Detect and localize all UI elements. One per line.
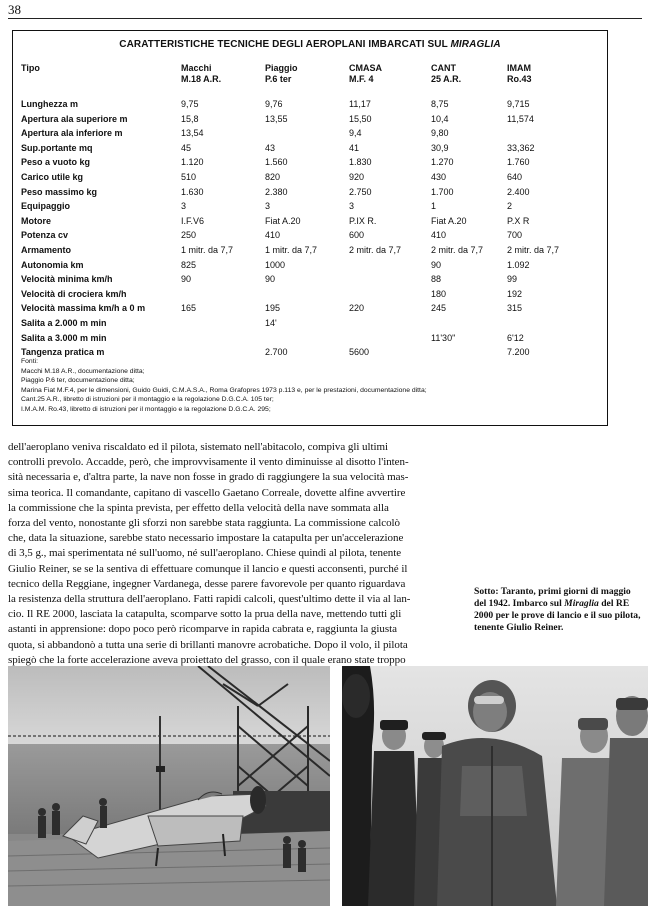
article-body-text	[8, 440, 460, 668]
table-cell: 3	[265, 201, 271, 212]
table-cell: 11'30"	[431, 332, 456, 343]
table-cell: 6'12	[507, 332, 524, 343]
body-text-line: sità necessaria e, d'altra parte, la nave non fosse in grado di raggiungere la sua velocità mas-	[8, 471, 409, 484]
table-cell: 2 mitr. da 7,7	[431, 245, 484, 255]
body-text-line: Giulio Reiner, se se la sentiva di effettuare comunque il lancio e questi acconsentì, purché il	[8, 562, 408, 575]
table-cell: P.IX R.	[349, 215, 377, 226]
table-cell: 11,17	[349, 99, 371, 109]
photo-aircraft-on-deck	[8, 666, 330, 906]
body-text-line: dell'aeroplano veniva riscaldato ed il pilota, sistemato nell'abitacolo, compiva gli ultimi	[8, 441, 389, 453]
aircraft-maker: IMAM	[507, 63, 531, 73]
table-cell: 10,4	[431, 113, 449, 124]
table-cell: 1 mitr. da 7,7	[181, 245, 234, 255]
table-cell: 1.120	[181, 157, 204, 168]
table-cell: 13,55	[265, 113, 288, 124]
photo-caption	[474, 586, 644, 634]
table-cell: 11,574	[507, 113, 534, 124]
table-cell: 410	[431, 230, 447, 241]
specifications-table	[12, 30, 608, 426]
table-cell: 600	[349, 230, 365, 241]
source-line: Cant.25 A.R., libretto di istruzioni per il montaggio e la regolazione D.G.C.A. 105 ter;	[21, 396, 274, 404]
table-cell: 13,54	[181, 128, 204, 139]
table-cell: 43	[265, 142, 276, 153]
table-cell: 90	[181, 274, 192, 285]
table-cell: 192	[507, 288, 523, 299]
table-row-label: Carico utile kg	[21, 172, 84, 182]
aircraft-maker: CMASA	[349, 63, 382, 73]
source-line: Marina Fiat M.F.4, per le dimensioni, Guido Guidi, C.M.A.S.A., Roma Grafopres 1973 p.113 e, per le prestazioni, documentazione ditta;	[21, 386, 427, 394]
body-text-line: tecnico della Reggiane, ingegner Vardanega, desse parere favorevole per quanto riguardava	[8, 577, 406, 590]
table-cell: 9,4	[349, 128, 362, 139]
table-cell: 9,715	[507, 99, 530, 109]
table-row-label: Velocità di crociera km/h	[21, 288, 127, 299]
table-cell: 250	[181, 230, 197, 241]
table-cell: 820	[265, 172, 281, 182]
aircraft-model: M.F. 4	[349, 74, 374, 84]
table-cell: 2.750	[349, 186, 372, 197]
table-cell: I.F.V6	[181, 215, 205, 226]
aircraft-model: M.18 A.R.	[181, 74, 222, 84]
aircraft-column-header	[265, 63, 298, 85]
photo-pilot-and-crew	[342, 666, 648, 906]
table-row-label: Apertura ala superiore m	[21, 113, 128, 124]
table-cell: 7.200	[507, 347, 530, 358]
table-cell: 1.092	[507, 259, 530, 270]
table-row-label: Armamento	[21, 245, 72, 255]
table-cell: 90	[431, 259, 442, 270]
table-cell: 45	[181, 142, 192, 153]
body-text-line: che, data la situazione, sarebbe stato necessario impostare la catapulta per un'accelerazione	[8, 532, 404, 545]
table-cell: 2.700	[265, 347, 288, 358]
source-line: I.M.A.M. Ro.43, libretto di istruzioni per il montaggio e la regolazione D.G.C.A. 295;	[21, 405, 271, 413]
table-row-label: Sup.portante mq	[21, 142, 93, 153]
table-cell: 8,75	[431, 99, 449, 109]
table-cell: 195	[265, 303, 281, 314]
table-row-label: Salita a 3.000 m min	[21, 332, 107, 343]
table-cell: 180	[431, 288, 447, 299]
table-row-label: Potenza cv	[21, 230, 69, 241]
body-text-line: la commissione che la spinta prevista, per effetto della velocità della nave sommata alla	[8, 501, 389, 514]
table-cell: P.X R	[507, 215, 530, 226]
body-text-line: spiegò che la forte accelerazione aveva proiettato del grasso, con il quale erano state troppo	[8, 653, 406, 666]
table-cell: Fiat A.20	[431, 215, 467, 226]
page-number: 38	[8, 2, 21, 17]
table-sources	[21, 357, 427, 415]
table-cell: 1000	[265, 259, 286, 270]
table-cell: 2 mitr. da 7,7	[507, 245, 560, 255]
aircraft-maker: Piaggio	[265, 63, 298, 73]
table-cell: 33,362	[507, 142, 535, 153]
table-cell: 920	[349, 172, 365, 182]
table-row-label: Motore	[21, 215, 51, 226]
table-cell: 2 mitr. da 7,7	[349, 245, 402, 255]
table-cell: 220	[349, 303, 365, 314]
table-cell: 430	[431, 172, 447, 182]
table-cell: Fiat A.20	[265, 215, 301, 226]
body-text-line: di 3,5 g., mai sperimentata né sull'uomo, né sull'aeroplano. Chiese quindi al pilota, tenente	[8, 547, 402, 560]
table-cell: 1	[431, 201, 437, 212]
table-cell: 315	[507, 303, 523, 314]
table-cell: 9,80	[431, 128, 449, 139]
table-row-label: Peso a vuoto kg	[21, 157, 91, 168]
aircraft-maker: Macchi	[181, 63, 212, 73]
table-cell: 3	[181, 201, 187, 212]
table-cell: 2	[507, 201, 513, 212]
body-text-line: astanti in apprensione: dopo poco però ricomparve in rapida cabrata e, raggiunta la giusta	[8, 623, 397, 636]
table-cell: 14'	[265, 318, 277, 328]
table-cell: 1.760	[507, 157, 530, 168]
table-title-text: CARATTERISTICHE TECNICHE DEGLI AEROPLANI IMBARCATI SUL	[119, 39, 451, 50]
table-row-label: Lunghezza m	[21, 99, 79, 109]
table-title-ship: MIRAGLIA	[450, 39, 501, 50]
body-text-line: sima teorica. Il comandante, capitano di vascello Gaetano Correale, dovette alfine avvertire	[8, 486, 406, 499]
body-text-line: la resistenza della struttura dell'aeroplano. Fatti rapidi calcoli, quest'ultimo dette il via al lan-	[8, 593, 411, 606]
aircraft-column-header	[431, 63, 461, 85]
table-cell: 3	[349, 201, 355, 212]
type-column-header: Tipo	[21, 63, 40, 73]
table-cell: 1.270	[431, 157, 454, 168]
table-cell: 9,76	[265, 99, 283, 109]
source-line: Fonti:	[21, 358, 38, 365]
aircraft-column-header	[507, 63, 532, 85]
header-rule	[8, 18, 642, 19]
table-row-label: Equipaggio	[21, 201, 70, 212]
aircraft-model: Ro.43	[507, 74, 532, 84]
table-cell: 99	[507, 274, 518, 285]
table-row-label: Tangenza pratica m	[21, 347, 105, 358]
table-cell: 2.380	[265, 186, 288, 197]
body-text-line: quota, si abbandonò a tutta una serie di brillanti manovre acrobatiche. Dopo il volo, il pilota	[8, 638, 408, 651]
table-cell: 90	[265, 274, 276, 285]
table-cell: 15,50	[349, 113, 372, 124]
aircraft-column-header	[181, 63, 221, 85]
table-row-label: Salita a 2.000 m min	[21, 318, 107, 328]
caption-text-2: del RE 2000 per le prove di lancio e il suo pilota, tenente Giulio Reiner.	[474, 598, 641, 633]
table-cell: 1.830	[349, 157, 372, 168]
table-cell: 88	[431, 274, 442, 285]
table-row-label: Peso massimo kg	[21, 186, 98, 197]
table-cell: 1.700	[431, 186, 454, 197]
table-cell: 1.630	[181, 186, 204, 197]
body-text-line: forza del vento, nonostante gli sforzi non sarebbe stata raggiunta. La commissione calcolò	[8, 517, 400, 530]
table-cell: 700	[507, 230, 523, 241]
aircraft-model: 25 A.R.	[431, 74, 462, 84]
table-cell: 5600	[349, 347, 370, 358]
table-row-label: Velocità massima km/h a 0 m	[21, 303, 146, 314]
caption-ship-name: Miraglia	[564, 598, 599, 609]
table-row-label: Apertura ala inferiore m	[21, 128, 123, 139]
table-row-label: Autonomia km	[21, 259, 84, 270]
table-cell: 165	[181, 303, 197, 314]
table-cell: 640	[507, 172, 523, 182]
body-text-line: controlli prevolo. Accadde, però, che improvvisamente il vento diminuisse al disotto l'inten-	[8, 456, 409, 469]
table-title	[13, 39, 607, 50]
table-cell: 1.560	[265, 157, 288, 168]
aircraft-column-header	[349, 63, 382, 85]
table-cell: 510	[181, 172, 197, 182]
body-text-line: cio. Il RE 2000, lasciata la catapulta, scomparve sotto la prua della nave, mettendo tutti gli	[8, 608, 402, 621]
table-cell: 245	[431, 303, 447, 314]
table-cell: 1 mitr. da 7,7	[265, 245, 318, 255]
caption-text-1: Sotto: Taranto, primi giorni di maggio del 1942. Imbarco sul	[474, 586, 631, 609]
table-cell: 30,9	[431, 142, 449, 153]
source-line: Macchi M.18 A.R., documentazione ditta;	[21, 367, 145, 375]
table-cell: 825	[181, 259, 197, 270]
table-cell: 41	[349, 142, 360, 153]
table-cell: 9,75	[181, 99, 199, 109]
table-cell: 2.400	[507, 186, 530, 197]
table-row-label: Velocità minima km/h	[21, 274, 113, 285]
table-cell: 410	[265, 230, 281, 241]
source-line: Piaggio P.6 ter, documentazione ditta;	[21, 377, 135, 385]
table-cell: 15,8	[181, 113, 199, 124]
aircraft-model: P.6 ter	[265, 74, 292, 84]
aircraft-maker: CANT	[431, 63, 456, 73]
